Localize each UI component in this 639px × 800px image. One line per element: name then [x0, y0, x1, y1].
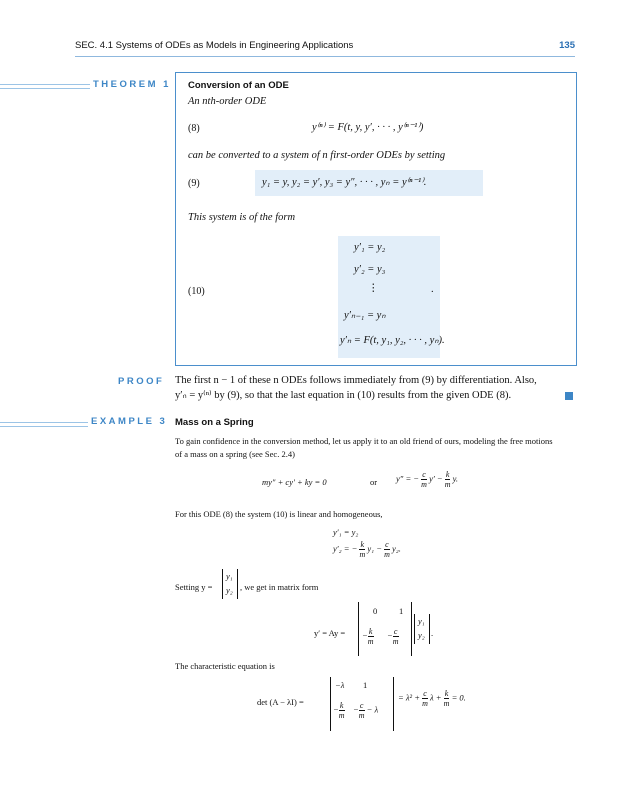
eq9: y₁ = y, y₂ = y′, y₃ = y″, · · · , yₙ = y⁽ⁿ⁻¹⁾. — [262, 177, 427, 188]
header-rule — [75, 56, 575, 57]
det-rhs — [398, 689, 466, 708]
frac-den: m — [422, 699, 428, 708]
example-para1-line2: of a mass on a spring (see Sec. 2.4) — [175, 449, 295, 459]
matrix-a21 — [362, 627, 374, 646]
example-eq-a: my″ + cy′ + ky = 0 — [262, 477, 327, 487]
vector-y1: y₁ — [226, 571, 233, 581]
frac-num: c — [385, 540, 389, 549]
example-para1-line1: To gain confidence in the conversion method, let us apply it to an old friend of ours, modeling the free motions — [175, 436, 553, 446]
det-rhs-a: = λ² + — [398, 692, 420, 703]
frac-den: m — [367, 637, 374, 646]
frac-den: m — [444, 480, 451, 489]
section-title: SEC. 4.1 Systems of ODEs as Models in Engineering Applications — [75, 40, 354, 51]
eq-b-lhs: y″ = − — [396, 473, 420, 484]
det-a22-tail: − λ — [366, 704, 379, 715]
eq8-number: (8) — [188, 123, 200, 134]
theorem-title: Conversion of an ODE — [188, 80, 289, 91]
frac-den: m — [384, 550, 390, 559]
sys2-end: y₂. — [391, 543, 401, 554]
eq10-dot: . — [431, 284, 434, 295]
matrix-a — [358, 602, 412, 656]
det-rhs-c: = 0. — [451, 692, 466, 703]
eq-b-mid: y′ − — [429, 473, 443, 484]
det-a11: −λ — [335, 680, 345, 690]
matrix-vector-y — [414, 614, 430, 644]
frac-num: c — [422, 470, 426, 479]
frac-num: c — [423, 689, 427, 698]
proof-line-1: The first n − 1 of these n ODEs follows immediately from (9) by differentiation. Also, — [175, 375, 537, 386]
fraction-c-over-m — [384, 540, 390, 559]
eq8: y⁽ⁿ⁾ = F(t, y, y′, · · · , y⁽ⁿ⁻¹⁾) — [312, 122, 424, 133]
det-a12: 1 — [363, 680, 368, 690]
example-eq-or: or — [370, 477, 378, 487]
determinant-matrix — [330, 677, 394, 731]
frac-num: k — [445, 470, 450, 479]
eq9-number: (9) — [188, 178, 200, 189]
frac-den: m — [443, 699, 450, 708]
frac-den: m — [338, 711, 345, 720]
frac-den: m — [358, 711, 365, 720]
matrix-vector-y2: y₂ — [418, 630, 425, 640]
matrix-end: . — [431, 628, 434, 638]
a21-sign: − — [362, 630, 368, 641]
fraction-k-over-m — [445, 470, 451, 489]
example-eq-b — [396, 470, 458, 489]
frac-num: c — [359, 701, 364, 710]
det-lhs: det (A − λI) = — [257, 697, 304, 707]
theorem-label: THEOREM 1 — [90, 79, 177, 90]
fraction-c-over-m — [393, 627, 399, 646]
eq10-number: (10) — [188, 286, 205, 297]
eq10-line-1: y′₁ = y₂ — [354, 242, 386, 253]
fraction-c-over-m — [422, 689, 428, 708]
det-rhs-b: λ + — [429, 692, 442, 703]
fraction-k-over-m — [339, 701, 345, 720]
eq10-line-5: y′ₙ = F(t, y₁, y₂, · · · , yₙ). — [340, 335, 445, 346]
page-number: 135 — [559, 40, 575, 51]
eq10-vdots: ⋮ — [368, 283, 379, 294]
frac-den: m — [359, 550, 366, 559]
det-a22-sign: − — [353, 704, 359, 715]
frac-den: m — [392, 637, 399, 646]
det-a21-sign: − — [333, 704, 339, 715]
det-a21 — [333, 701, 345, 720]
characteristic-text: The characteristic equation is — [175, 661, 275, 671]
fraction-k-over-m — [359, 540, 365, 559]
matrix-vector-y1: y₁ — [418, 616, 425, 626]
running-header — [75, 40, 575, 51]
vector-y — [222, 569, 238, 599]
theorem-intro: An nth-order ODE — [188, 96, 267, 107]
vector-y2: y₂ — [226, 585, 233, 595]
matrix-a12: 1 — [399, 606, 404, 616]
sys2-lhs: y′₂ = − — [333, 543, 358, 554]
example-label: EXAMPLE 3 — [88, 416, 173, 427]
qed-square-icon — [565, 392, 573, 400]
proof-label: PROOF — [118, 376, 165, 387]
frac-num: k — [444, 689, 449, 698]
sys2-mid: y₁ − — [367, 543, 382, 554]
example-title: Mass on a Spring — [175, 417, 254, 428]
setting-rhs: , we get in matrix form — [240, 582, 319, 592]
frac-num: c — [393, 627, 398, 636]
matrix-lhs: y′ = Ay = — [314, 628, 346, 638]
fraction-c-over-m — [359, 701, 365, 720]
fraction-c-over-m — [421, 470, 427, 489]
frac-num: k — [360, 540, 365, 549]
setting-lhs: Setting y = — [175, 582, 213, 592]
det-a22 — [353, 701, 378, 720]
frac-num: k — [368, 627, 373, 636]
example-para2: For this ODE (8) the system (10) is linear and homogeneous, — [175, 509, 383, 519]
proof-line-2: y′ₙ = y⁽ⁿ⁾ by (9), so that the last equation in (10) results from the given ODE (8). — [175, 390, 512, 401]
fraction-k-over-m — [444, 689, 450, 708]
a22-sign: − — [387, 630, 393, 641]
eq-b-end: y. — [452, 473, 459, 484]
theorem-form-text: This system is of the form — [188, 212, 296, 223]
system-line-2 — [333, 540, 401, 559]
fraction-k-over-m — [368, 627, 374, 646]
frac-den: m — [421, 480, 427, 489]
eq10-line-4: y′ₙ₋₁ = yₙ — [344, 310, 386, 321]
theorem-mid-text: can be converted to a system of n first-order ODEs by setting — [188, 150, 446, 161]
frac-num: k — [339, 701, 344, 710]
system-line-1: y′₁ = y₂ — [333, 527, 359, 537]
matrix-a11: 0 — [373, 606, 378, 616]
eq10-line-2: y′₂ = y₃ — [354, 264, 386, 275]
matrix-a22 — [387, 627, 399, 646]
